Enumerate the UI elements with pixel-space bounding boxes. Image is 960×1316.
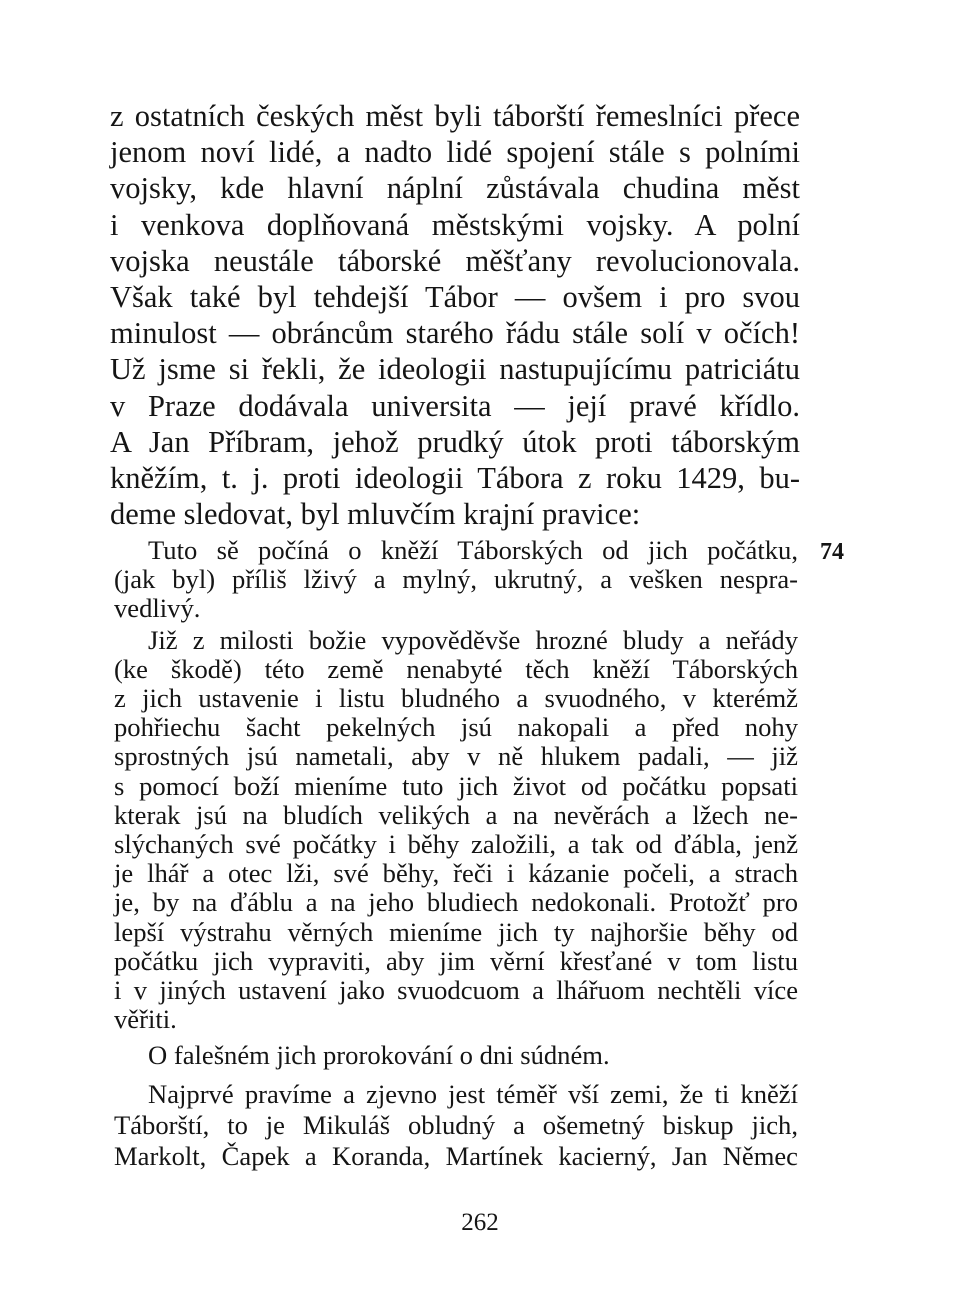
- quote-line: slýchaných své počátky i běhy založili, a tak od ďábla, jenž: [114, 829, 798, 860]
- quote-line: z jich ustavenie i listu bludného a svuodného, v kterémž: [114, 683, 798, 714]
- quote-line: (jak byl) příliš lživý a mylný, ukrutný, a vešken nespra-: [114, 564, 798, 595]
- main-paragraph: [110, 98, 800, 532]
- text-line: A Jan Příbram, jehož prudký útok proti táborským: [110, 424, 800, 459]
- quote-line: věřiti.: [114, 1004, 177, 1035]
- quote-line: Najprvé pravíme a zjevno jest téměř vší zemi, že ti kněží: [148, 1079, 798, 1109]
- text-line: vojsky, kde hlavní náplní zůstávala chudina měst: [110, 171, 800, 206]
- quote-line: Tuto sě počíná o kněží Táborských od jich počátku,: [148, 535, 798, 565]
- quoted-passage: [114, 536, 798, 1034]
- quote-line: je, by na ďáblu a na jeho bludiech nedokonali. Protožť pro: [114, 887, 798, 918]
- page-number: 262: [461, 1209, 499, 1236]
- quoted-section: [114, 1040, 798, 1172]
- quote-line: vedlivý.: [114, 593, 201, 624]
- quote-line: i v jiných ustavení jako svuodcuom a lhářuom nechtěli více: [114, 975, 798, 1006]
- text-line: jenom noví lidé, a nadto lidé spojení stále s polními: [110, 135, 800, 170]
- text-line: vojska neustále táborské měšťany revolucionovala.: [110, 243, 800, 278]
- quote-line: Táborští, to je Mikuláš obludný a ošemetný biskup jich,: [114, 1110, 798, 1140]
- quote-line: Markolt, Čapek a Koranda, Martínek kacierný, Jan Němec: [114, 1141, 798, 1171]
- quote-line: pohřiechu šacht pekelných jsú nakopali a před nohy: [114, 712, 798, 743]
- quote-line: sprostných jsú nametali, aby v ně hlukem padali, — již: [114, 741, 798, 772]
- quote-line: je lhář a otec lži, své běhy, řeči i kázanie počeli, a strach: [114, 858, 798, 889]
- margin-note-number: 74: [820, 539, 844, 565]
- quote-line: s pomocí boží mieníme tuto jich život od počátku popsati: [114, 770, 798, 801]
- quote-line: (ke škodě) této země nenabyté těch kněží Táborských: [114, 653, 798, 684]
- quote-line: Již z milosti božie vypověděvše hrozné bludy a neřády: [148, 624, 798, 655]
- text-line: Však také byl tehdejší Tábor — ovšem i pro svou: [110, 280, 800, 315]
- quote-line: kterak jsú na bludích velikých a na nevěrách a lžech ne-: [114, 799, 798, 830]
- text-line: minulost — obráncům starého řádu stále solí v očích!: [110, 316, 800, 351]
- quote-line: počátku jich vypraviti, aby jim věrní křesťané v tom listu: [114, 945, 798, 976]
- text-line: i venkova doplňovaná městskými vojsky. A polní: [110, 207, 800, 242]
- text-line: Už jsme si řekli, že ideologii nastupujícímu patriciátu: [110, 352, 800, 387]
- text-line: kněžím, t. j. proti ideologii Tábora z roku 1429, bu-: [110, 461, 800, 496]
- quote-line: lepší výstrahu věrných mieníme jich ty najhoršie běhy od: [114, 916, 798, 947]
- text-line: z ostatních českých měst byli táborští řemeslníci přece: [110, 99, 800, 133]
- section-heading: O falešném jich prorokování o dni súdném.: [148, 1040, 610, 1070]
- text-line: v Praze dodávala universita — její pravé křídlo.: [110, 388, 800, 423]
- text-line: deme sledovat, byl mluvčím krajní pravice:: [110, 497, 641, 532]
